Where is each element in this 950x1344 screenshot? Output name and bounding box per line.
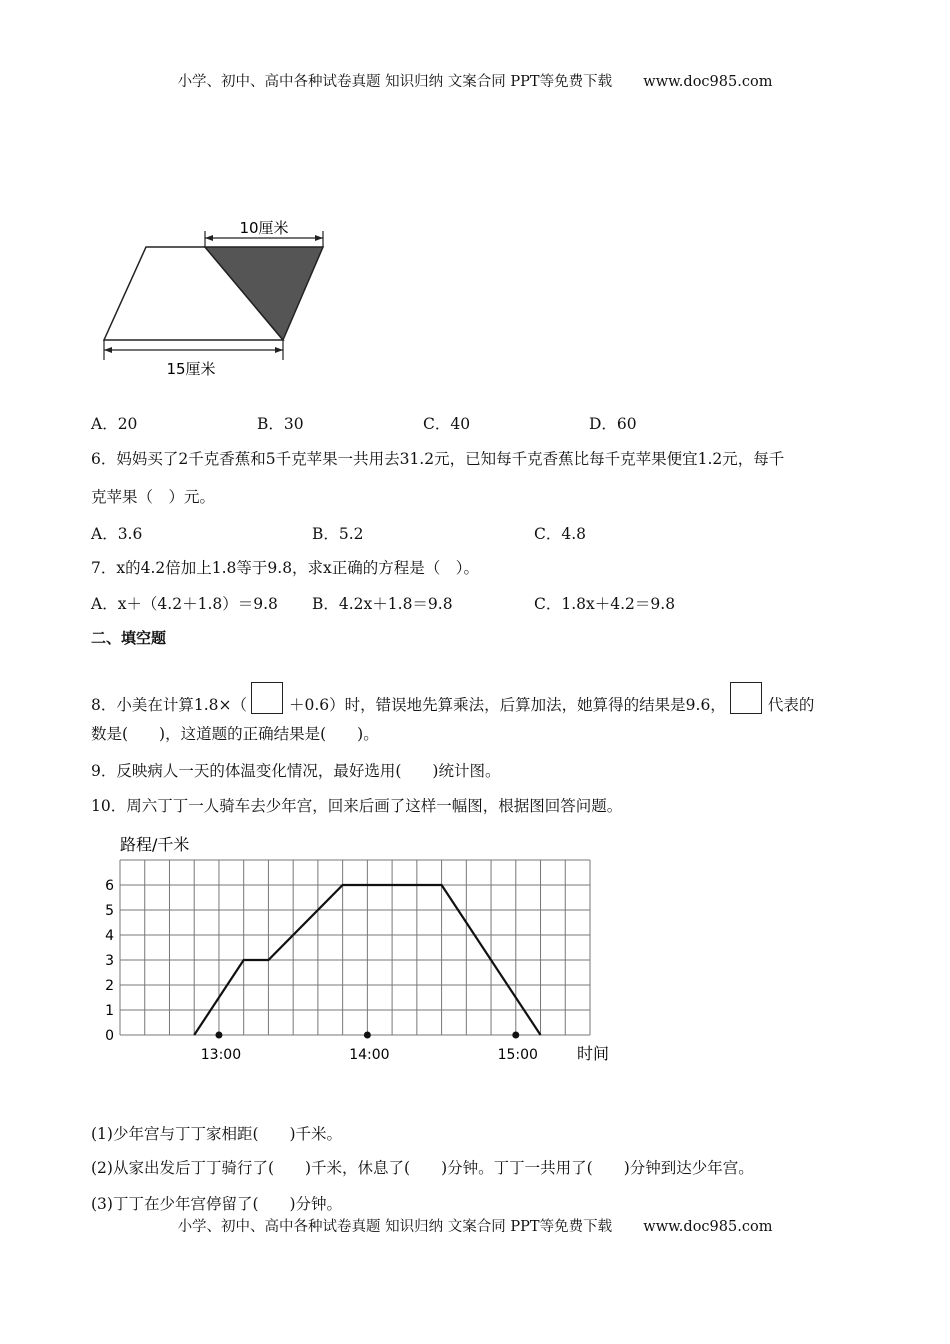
x-tick-label: 15:00 [497, 1047, 538, 1063]
y-tick-label: 4 [105, 928, 114, 944]
y-tick-label: 0 [105, 1028, 114, 1044]
chart-grid [120, 860, 590, 1035]
x-tick-dot [364, 1032, 371, 1039]
trapezoid-figure [95, 210, 335, 385]
bottom-dimension-label: 15厘米 [166, 360, 216, 378]
q8-part3: 代表的 [767, 696, 815, 714]
q5-option-c: C．40 [423, 415, 471, 433]
q8-line1 [91, 682, 814, 715]
q7-option-c: C．1.8x＋4.2＝9.8 [534, 595, 676, 613]
q10-sub3: (3)丁丁在少年宫停留了( )分钟。 [91, 1195, 343, 1213]
distance-time-chart [90, 828, 630, 1068]
q9-text: 9．反映病人一天的体温变化情况，最好选用( )统计图。 [91, 762, 501, 780]
blank-box-1 [251, 682, 283, 714]
q7-option-b: B．4.2x＋1.8＝9.8 [312, 595, 453, 613]
page-footer [0, 1215, 950, 1236]
q6-option-b: B．5.2 [312, 525, 364, 543]
chart-xlabel: 时间 [577, 1044, 610, 1063]
q7-text: 7．x的4.2倍加上1.8等于9.8，求x正确的方程是（ ）。 [91, 559, 480, 577]
q6-option-c: C．4.8 [534, 525, 587, 543]
q10-sub1: (1)少年宫与丁丁家相距( )千米。 [91, 1125, 343, 1143]
footer-site: www.doc985.com [643, 1219, 773, 1235]
q10-text: 10．周六丁丁一人骑车去少年宫，回来后画了这样一幅图，根据图回答问题。 [91, 797, 623, 815]
blank-box-2 [730, 682, 762, 714]
x-tick-label: 14:00 [349, 1047, 390, 1063]
top-dimension-label: 10厘米 [239, 219, 289, 237]
y-tick-label: 3 [105, 953, 114, 969]
page-header [0, 70, 950, 91]
x-tick-dot [215, 1032, 222, 1039]
header-text: 小学、初中、高中各种试卷真题 知识归纳 文案合同 PPT等免费下载 [177, 74, 613, 90]
q10-sub2: (2)从家出发后丁丁骑行了( )千米，休息了( )分钟。丁丁一共用了( )分钟到达少年宫。 [91, 1159, 754, 1177]
x-tick-dot [512, 1032, 519, 1039]
q5-option-d: D．60 [589, 415, 637, 433]
chart-ylabel: 路程/千米 [120, 835, 190, 854]
q6-option-a: A．3.6 [91, 525, 143, 543]
q5-option-b: B．30 [257, 415, 304, 433]
q8-part1: 8．小美在计算1.8×（ [91, 696, 247, 714]
y-tick-label: 1 [105, 1003, 114, 1019]
footer-text: 小学、初中、高中各种试卷真题 知识归纳 文案合同 PPT等免费下载 [177, 1219, 613, 1235]
x-tick-label: 13:00 [200, 1047, 242, 1063]
y-tick-label: 6 [105, 878, 114, 894]
q6-line1: 6．妈妈买了2千克香蕉和5千克苹果一共用去31.2元，已知每千克香蕉比每千克苹果便宜1.2元，每千 [91, 450, 785, 468]
y-tick-label: 2 [105, 978, 114, 994]
q6-line2: 克苹果（ ）元。 [91, 488, 216, 506]
q5-option-a: A．20 [91, 415, 138, 433]
q8-line2: 数是( )，这道题的正确结果是( )。 [91, 725, 379, 743]
y-tick-label: 5 [105, 903, 114, 919]
section-title: 二、填空题 [91, 629, 167, 647]
header-site: www.doc985.com [643, 74, 773, 90]
q7-option-a: A．x＋（4.2＋1.8）＝9.8 [91, 595, 278, 613]
q8-part2: ＋0.6）时，错误地先算乘法，后算加法，她算得的结果是9.6， [289, 696, 726, 714]
chart-x-ticks [201, 1032, 538, 1064]
chart-y-ticks [105, 878, 114, 1044]
